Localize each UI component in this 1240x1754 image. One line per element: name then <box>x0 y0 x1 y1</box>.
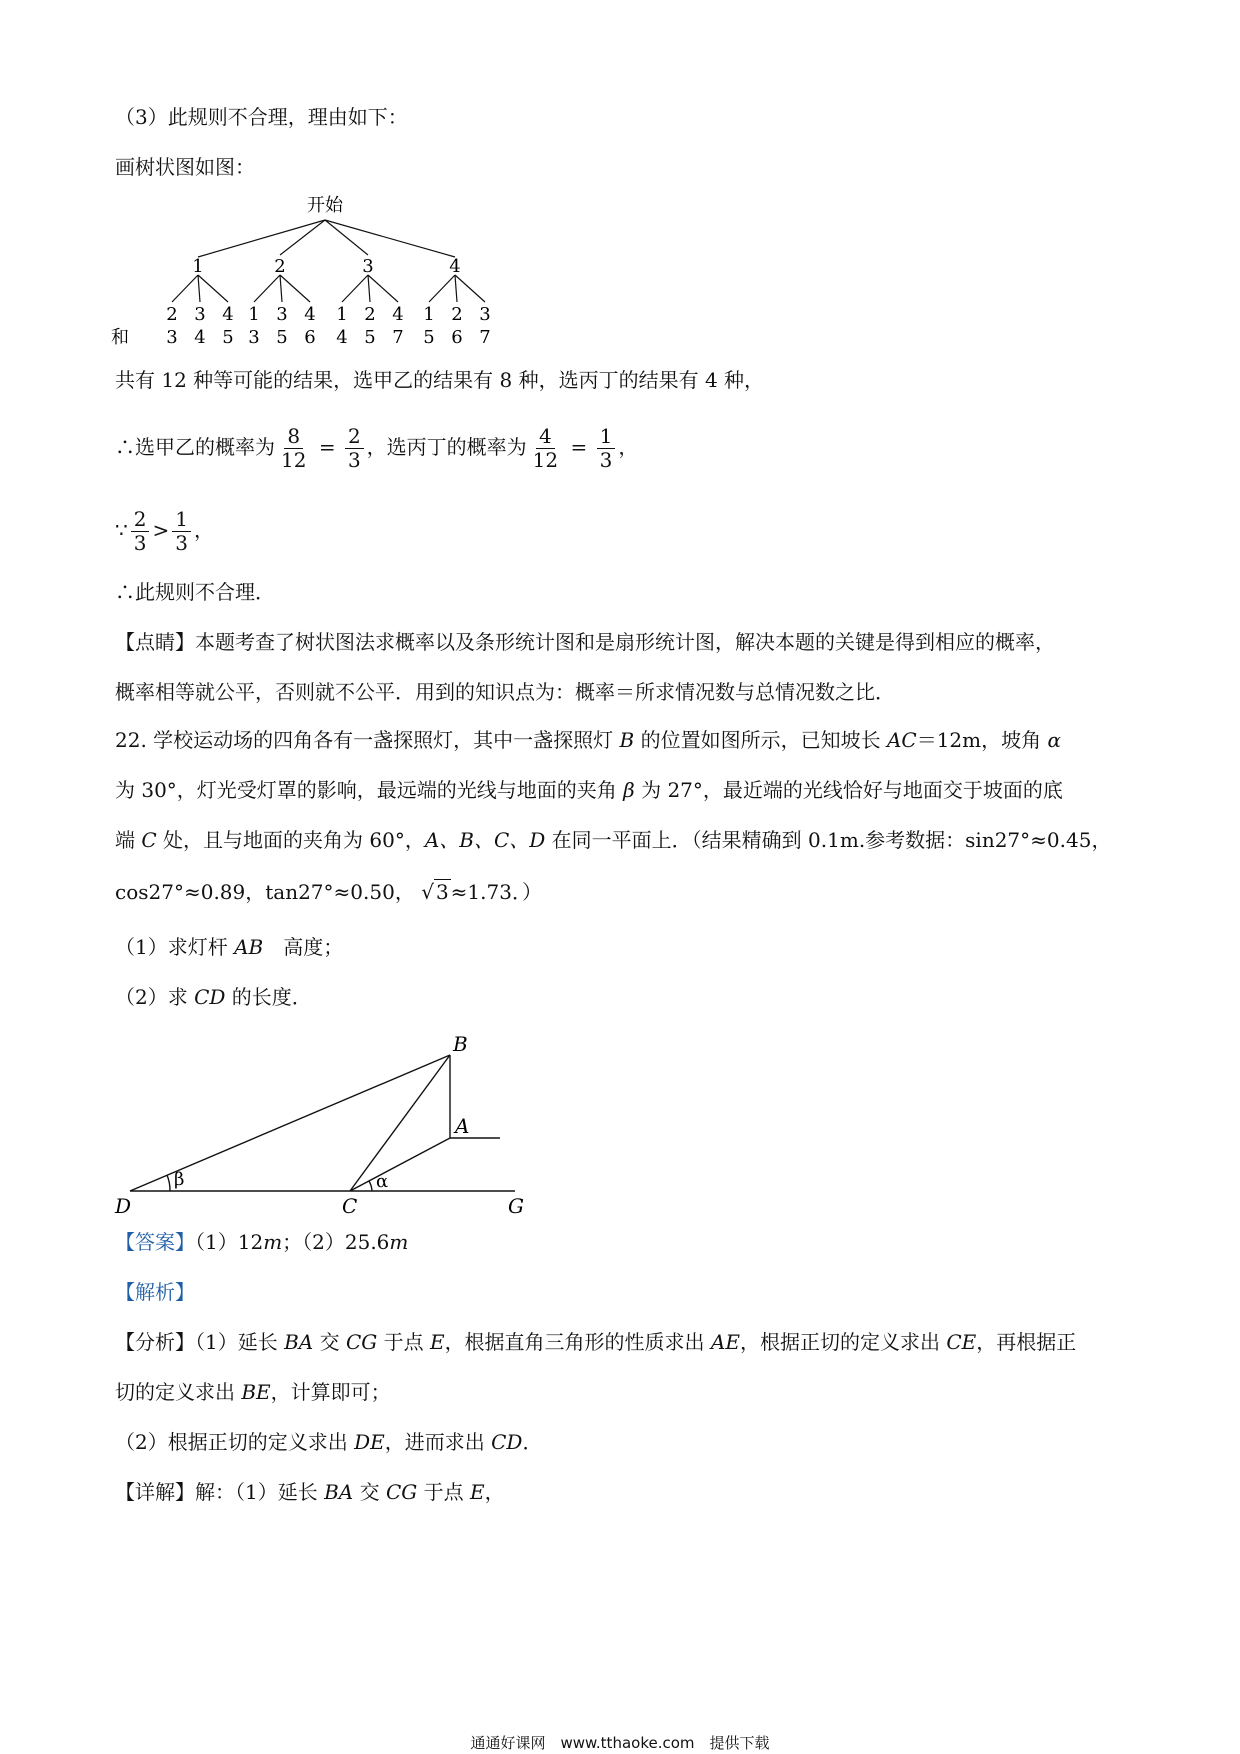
tree-branches <box>172 220 485 302</box>
answer-line <box>115 1230 408 1254</box>
q22-sub2 <box>115 985 312 1009</box>
text: 处，且与地面的夹角为 60°， <box>156 828 425 852</box>
numerator: 1 <box>597 425 616 449</box>
text: 解：（1）延长 <box>195 1480 325 1504</box>
q22-line4 <box>115 880 542 904</box>
fenxi-line2 <box>115 1380 391 1404</box>
var-BE: BE <box>241 1380 271 1404</box>
tree-sum: 7 <box>392 327 404 348</box>
text: 22. 学校运动场的四角各有一盏探照灯，其中一盏探照灯 <box>115 728 620 752</box>
text: 交 <box>353 1480 386 1504</box>
prob-mid: ，选丙丁的概率为 <box>366 435 527 459</box>
var-C: C <box>141 828 157 852</box>
text: ， <box>484 1480 505 1504</box>
tree-first: 1 <box>192 256 204 277</box>
text: 切的定义求出 <box>115 1380 242 1404</box>
text: 于点 <box>377 1330 430 1354</box>
var-CD: CD <box>194 985 226 1009</box>
fraction <box>278 425 309 472</box>
compare-tail: ， <box>193 518 214 542</box>
q22-line2 <box>115 778 1063 802</box>
unit: m <box>263 1230 283 1254</box>
text: （1）求灯杆 <box>115 935 235 959</box>
label-alpha: α <box>376 1171 389 1192</box>
tree-second: 2 <box>364 304 376 325</box>
text: 为 27°，最近端的光线恰好与地面交于坡面的底 <box>634 778 1063 802</box>
tree-sum: 5 <box>364 327 376 348</box>
text: ，根据正切的定义求出 <box>739 1330 947 1354</box>
angle-alpha-arc <box>369 1181 372 1191</box>
tree-sum-label: 和 <box>111 327 129 348</box>
results-line: 共有 12 种等可能的结果，选甲乙的结果有 8 种，选丙丁的结果有 4 种， <box>115 368 765 392</box>
fraction <box>345 425 364 472</box>
tree-second: 3 <box>276 304 288 325</box>
text: ；（2）25.6 <box>282 1230 390 1254</box>
var-AC: AC <box>886 728 917 752</box>
label-C: C <box>342 1194 358 1218</box>
tree-sum: 4 <box>194 327 206 348</box>
q22-line1 <box>115 728 1061 752</box>
text: ，根据直角三角形的性质求出 <box>444 1330 711 1354</box>
var-CG: CG <box>385 1480 418 1504</box>
tree-second: 1 <box>423 304 435 325</box>
part3-intro: （3）此规则不合理，理由如下： <box>115 105 408 129</box>
angle-beta-arc <box>167 1175 170 1191</box>
tree-second: 1 <box>336 304 348 325</box>
tree-intro: 画树状图如图： <box>115 155 255 179</box>
text: ，计算即可； <box>270 1380 391 1404</box>
q22-line3 <box>115 828 1111 852</box>
slope-CA <box>350 1138 450 1191</box>
dianjing-tag: 【点睛】 <box>115 630 195 654</box>
xiangjie-tag: 【详解】 <box>115 1480 195 1504</box>
xiangjie-line <box>115 1480 505 1504</box>
conclusion: ∴此规则不合理． <box>115 580 275 604</box>
text: （2）求 <box>115 985 195 1009</box>
text: 在同一平面上．（结果精确到 0.1m.参考数据：sin27°≈0.45， <box>545 828 1112 852</box>
fraction <box>530 425 561 472</box>
text: 于点 <box>417 1480 470 1504</box>
numerator: 2 <box>131 508 150 532</box>
fenxi-line1 <box>115 1330 1076 1354</box>
tree-sum: 4 <box>336 327 348 348</box>
text: ＝12m，坡角 <box>916 728 1048 752</box>
tree-sum: 6 <box>304 327 316 348</box>
text: ，再根据正 <box>976 1330 1077 1354</box>
var-beta: β <box>623 778 635 802</box>
var-BA: BA <box>284 1330 314 1354</box>
tree-sum: 5 <box>222 327 234 348</box>
tree-second: 3 <box>479 304 491 325</box>
tree-second: 4 <box>392 304 404 325</box>
label-B: B <box>453 1032 468 1056</box>
because-sign: ∵ <box>115 518 128 542</box>
tree-first: 4 <box>449 256 461 277</box>
var-AB: AB <box>234 935 264 959</box>
denominator: 3 <box>599 448 613 472</box>
dianjing-line1 <box>115 630 1055 654</box>
text: 端 <box>115 828 142 852</box>
text: 的位置如图所示，已知坡长 <box>634 728 887 752</box>
var-CG: CG <box>345 1330 378 1354</box>
var-E: E <box>469 1480 485 1504</box>
unit: m <box>389 1230 409 1254</box>
tree-first: 3 <box>362 256 374 277</box>
tree-second: 4 <box>304 304 316 325</box>
var-AE: AE <box>710 1330 740 1354</box>
text: ． <box>522 1430 543 1454</box>
var-DE: DE <box>354 1430 385 1454</box>
fraction <box>597 425 616 472</box>
tree-second: 3 <box>194 304 206 325</box>
label-D: D <box>115 1194 132 1218</box>
q22-sub1 <box>115 935 343 959</box>
probability-line <box>115 425 638 472</box>
tree-second: 2 <box>451 304 463 325</box>
tree-sum: 3 <box>248 327 260 348</box>
numerator: 8 <box>284 425 303 449</box>
text: ≈1.73．） <box>450 880 542 904</box>
var-alpha: α <box>1047 728 1061 752</box>
geometry-figure <box>110 1025 540 1225</box>
tree-sum: 5 <box>276 327 288 348</box>
denominator: 3 <box>175 531 188 555</box>
equals-sign: = <box>570 435 588 459</box>
tree-diagram <box>110 195 530 350</box>
tree-sum: 3 <box>166 327 178 348</box>
fraction <box>172 508 191 555</box>
jiexi-tag: 【解析】 <box>115 1280 195 1304</box>
tree-second: 4 <box>222 304 234 325</box>
text: 高度； <box>263 935 344 959</box>
greater-than: > <box>152 518 170 542</box>
numerator: 2 <box>345 425 364 449</box>
tree-sum: 5 <box>423 327 435 348</box>
radicand: 3 <box>435 880 449 904</box>
prob-lead: ∴选甲乙的概率为 <box>115 435 275 459</box>
compare-line <box>115 508 214 555</box>
label-beta: β <box>174 1169 185 1190</box>
tree-root: 开始 <box>307 195 343 216</box>
tree-second: 1 <box>248 304 260 325</box>
text: cos27°≈0.89，tan27°≈0.50， <box>115 880 415 904</box>
label-G: G <box>508 1194 524 1218</box>
text: ，进而求出 <box>384 1430 492 1454</box>
fenxi-line3 <box>115 1430 542 1454</box>
prob-tail: ， <box>618 435 639 459</box>
text: 的长度． <box>225 985 312 1009</box>
denominator: 3 <box>133 531 147 555</box>
text: （2）根据正切的定义求出 <box>115 1430 355 1454</box>
var-CE: CE <box>946 1330 977 1354</box>
denominator: 12 <box>532 448 559 472</box>
sqrt-expression: √ 3 <box>421 880 449 904</box>
text: （1）延长 <box>195 1330 285 1354</box>
text: 为 30°，灯光受灯罩的影响，最远端的光线与地面的夹角 <box>115 778 624 802</box>
text: 交 <box>313 1330 346 1354</box>
label-A: A <box>455 1114 470 1138</box>
answer-tag: 【答案】 <box>115 1230 195 1254</box>
var-B: B <box>619 728 635 752</box>
numerator: 1 <box>172 508 191 532</box>
denominator: 3 <box>347 448 361 472</box>
tree-second: 2 <box>166 304 178 325</box>
tree-sum: 7 <box>479 327 491 348</box>
numerator: 4 <box>536 425 555 449</box>
denominator: 12 <box>281 448 307 472</box>
dianjing-line2: 概率相等就公平，否则就不公平．用到的知识点为：概率＝所求情况数与总情况数之比． <box>115 680 895 704</box>
fenxi-tag: 【分析】 <box>115 1330 195 1354</box>
dianjing-text: 本题考查了树状图法求概率以及条形统计图和是扇形统计图，解决本题的关键是得到相应的概率， <box>195 630 1055 654</box>
page-footer: 通通好课网 www.tthaoke.com 提供下载 <box>470 1734 770 1752</box>
var-E: E <box>429 1330 445 1354</box>
text: （1）12 <box>195 1230 264 1254</box>
var-ABCD: A、B、C、D <box>424 828 546 852</box>
var-CD: CD <box>491 1430 523 1454</box>
tree-sum: 6 <box>451 327 463 348</box>
line-CB <box>350 1055 450 1191</box>
fraction <box>131 508 150 555</box>
equals-sign: = <box>318 435 336 459</box>
var-BA: BA <box>324 1480 354 1504</box>
tree-first: 2 <box>274 256 286 277</box>
